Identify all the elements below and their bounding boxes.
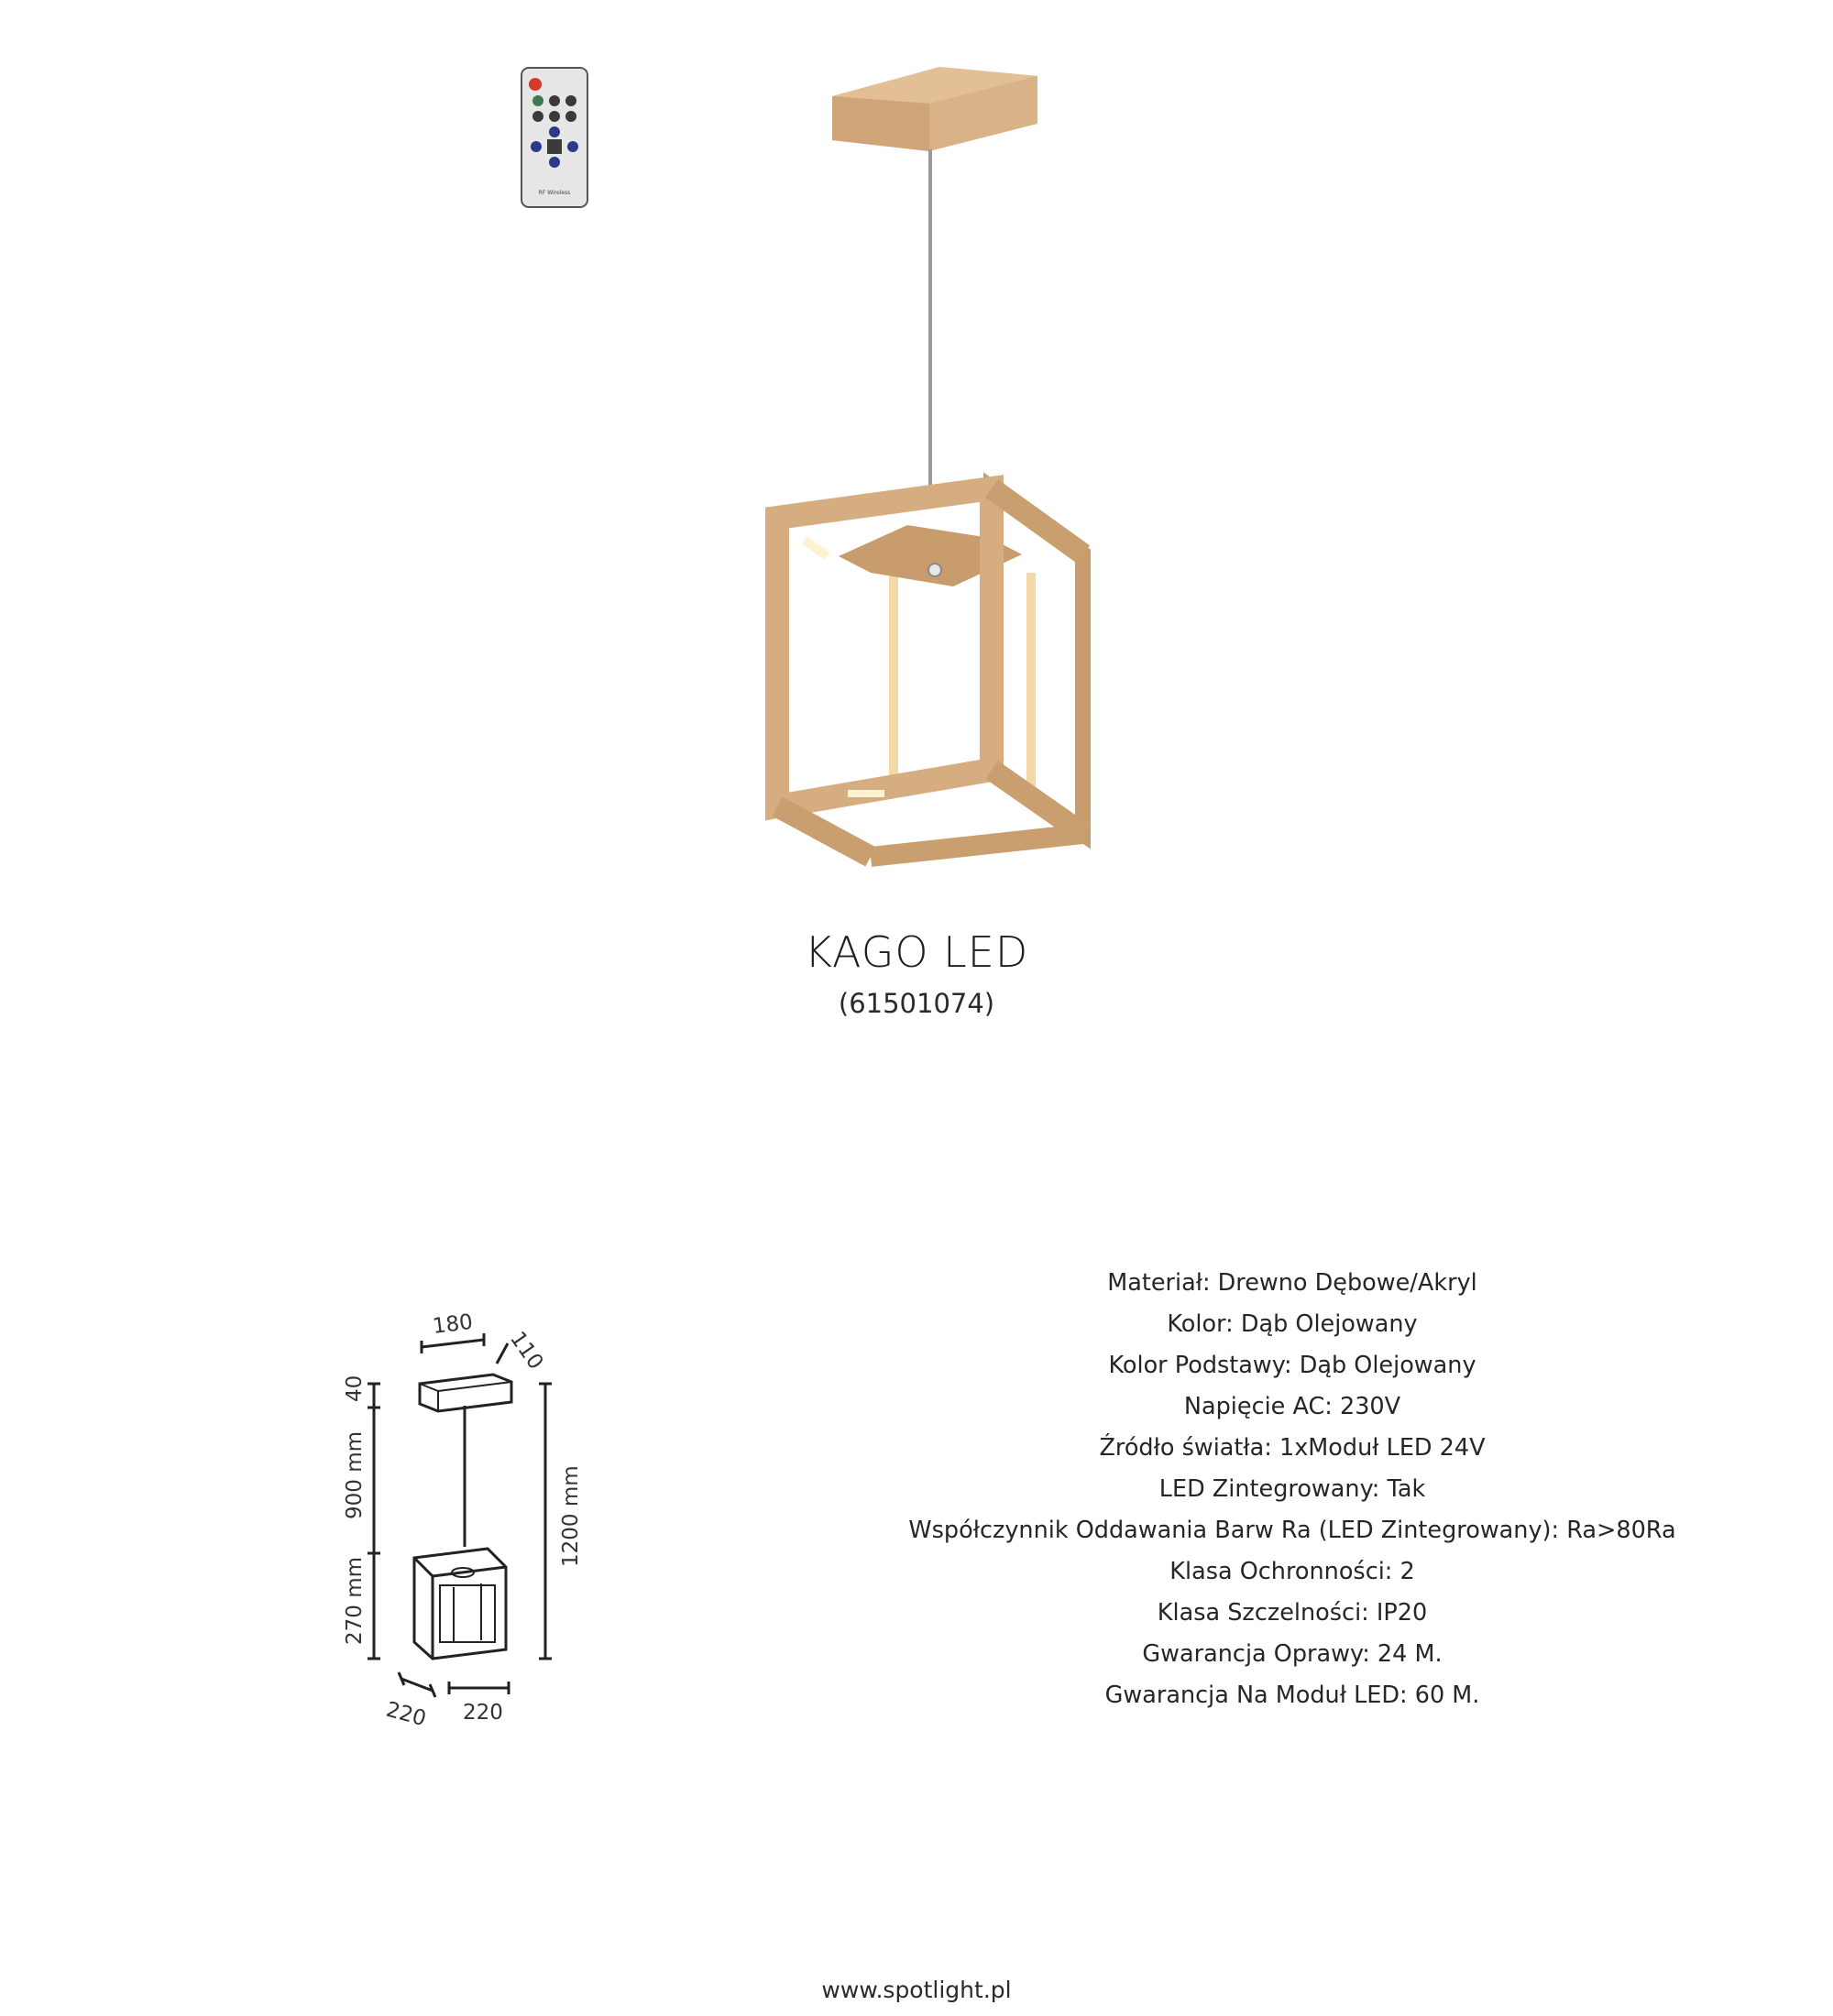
spec-row: Klasa Szczelności: IP20: [1157, 1599, 1428, 1627]
spec-row: Gwarancja Oprawy: 24 M.: [1142, 1640, 1443, 1668]
spec-row: LED Zintegrowany: Tak: [1158, 1475, 1426, 1503]
spec-row: Klasa Ochronności: 2: [1169, 1558, 1415, 1585]
dim-shade-height: 270 mm: [343, 1556, 367, 1645]
dim-cable-length: 900 mm: [343, 1430, 367, 1519]
dimension-drawing: [330, 1292, 642, 1750]
dim-canopy-height: 40: [343, 1375, 367, 1402]
spec-row: Kolor Podstawy: Dąb Olejowany: [1108, 1352, 1476, 1379]
product-code: (61501074): [838, 988, 995, 1019]
remote-label: RF Wireless: [538, 190, 571, 196]
spec-row: Gwarancja Na Moduł LED: 60 M.: [1104, 1682, 1480, 1709]
dim-shade-depth: 220: [383, 1697, 429, 1732]
spec-row: Napięcie AC: 230V: [1183, 1393, 1401, 1420]
spec-row: Materiał: Drewno Dębowe/Akryl: [1107, 1269, 1477, 1297]
dim-shade-width: 220: [463, 1701, 503, 1725]
dim-total-height: 1200 mm: [559, 1465, 583, 1567]
dim-top-width: 180: [431, 1309, 475, 1339]
specifications-list: [898, 1263, 1686, 1716]
lamp-product-image: [752, 60, 1091, 871]
website-link[interactable]: www.spotlight.pl: [821, 1977, 1012, 2003]
spec-row: Kolor: Dąb Olejowany: [1167, 1310, 1418, 1338]
remote-control-image: [520, 66, 589, 209]
spec-row: Współczynnik Oddawania Barw Ra (LED Zintegrowany): Ra>80Ra: [908, 1517, 1676, 1544]
dim-top-depth: 110: [505, 1327, 548, 1375]
spec-row: Źródło światła: 1xModuł LED 24V: [1099, 1434, 1486, 1462]
product-title: KAGO LED: [804, 927, 1029, 977]
